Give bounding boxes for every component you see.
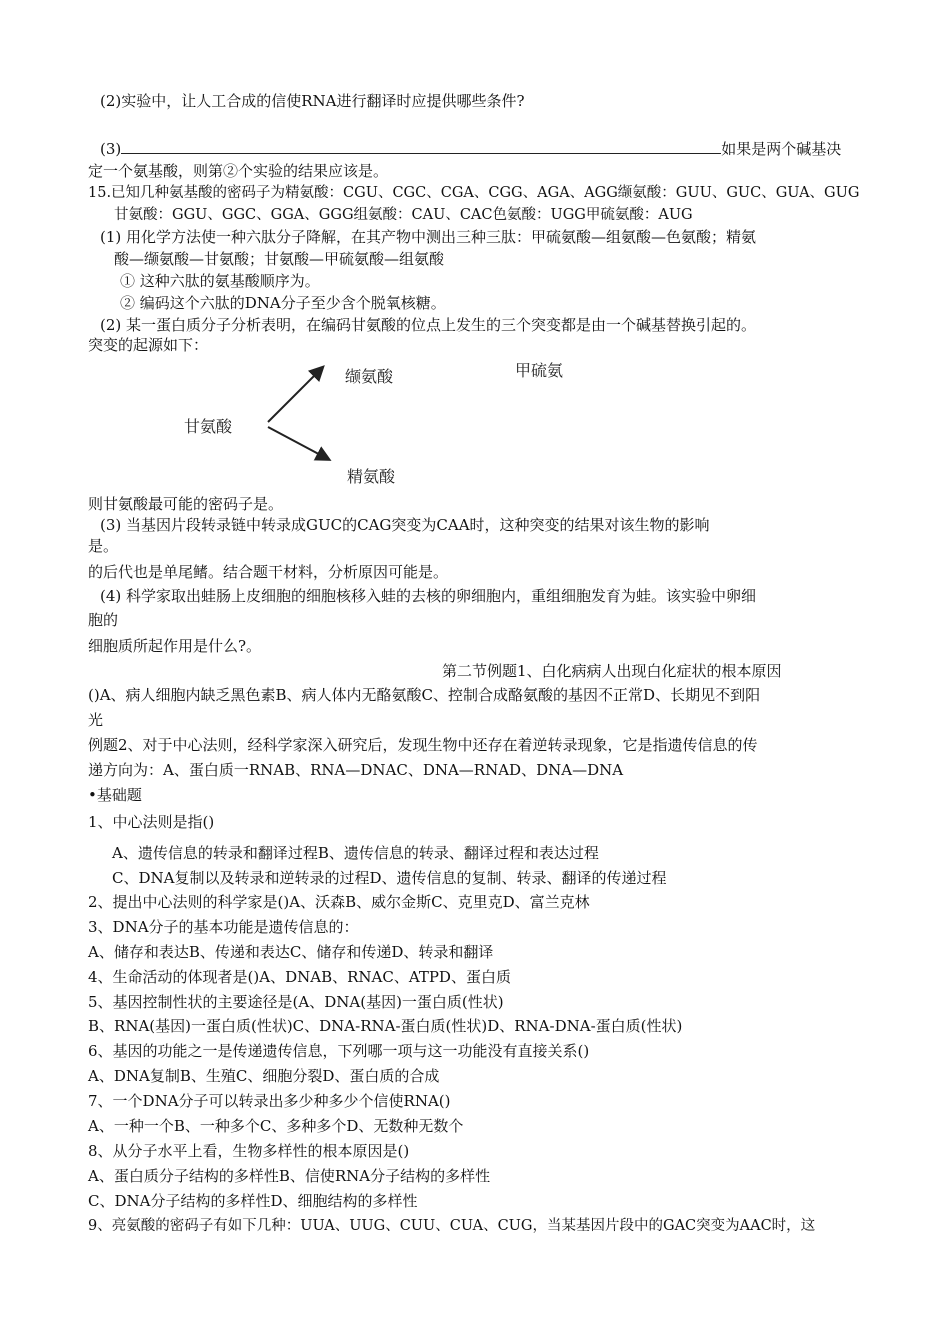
q6: 6、基因的功能之一是传递遗传信息，下列哪一项与这一功能没有直接关系() [88,1042,590,1060]
q3-options: A、储存和表达B、传递和表达C、储存和传递D、转录和翻译 [88,943,494,961]
q2: 2、提出中心法则的科学家是()A、沃森B、威尔金斯C、克里克D、富兰克林 [88,893,590,911]
q5: 5、基因控制性状的主要途径是(A、DNA(基因)一蛋白质(性状) [88,993,504,1011]
q8: 8、从分子水平上看，生物多样性的根本原因是() [88,1142,410,1160]
q15-stem: 15.已知几种氨基酸的密码子为精氨酸：CGU、CGC、CGA、CGG、AGA、AGG缬氨酸：GUU、GUC、GUA、GUG [88,185,860,201]
q4: 4、生命活动的体现者是()A、DNAB、RNAC、ATPD、蛋白质 [88,968,511,986]
answer-blank [121,139,721,154]
q15-part1-sub1: ① 这种六肽的氨基酸顺序为。 [120,272,320,290]
label-methionine-cut: 甲硫氨 [515,361,564,380]
q15-part2-answer: 则甘氨酸最可能的密码子是。 [88,495,284,513]
arrow-down [268,427,328,459]
q15-fragment: 的后代也是单尾鳍。结合题干材料，分析原因可能是。 [88,563,449,581]
q1-options-cd: C、DNA复制以及转录和逆转录的过程D、遗传信息的复制、转录、翻译的传递过程 [112,869,667,887]
example1-options: ()A、病人细胞内缺乏黑色素B、病人体内无酪氨酸C、控制合成酪氨酸的基因不正常D、长期见不到阳 [88,686,761,704]
section-basic: •基础题 [88,786,142,804]
q14-part3-label: (3) [100,140,122,158]
q14-part3 [100,139,841,159]
mutation-arrows [250,355,350,475]
q15-part3-cont: 是。 [88,537,119,555]
q3: 3、DNA分子的基本功能是遗传信息的： [88,918,359,936]
example1-heading: 第二节例题1、白化病病人出现白化症状的根本原因 [442,662,782,680]
q15-stem-cont: 甘氨酸：GGU、GGC、GGA、GGG组氨酸：CAU、CAC色氨酸：UGG甲硫氨酸：AUG [114,207,693,223]
example2-cont: 递方向为：A、蛋白质一RNAB、RNA—DNAC、DNA—RNAD、DNA—DNA [88,761,624,779]
q15-part1: (1) 用化学方法使一种六肽分子降解，在其产物中测出三种三肽：甲硫氨酸—组氨酸—色氨酸；精氨 [100,228,757,246]
q1-options-ab: A、遗传信息的转录和翻译过程B、遗传信息的转录、翻译过程和表达过程 [112,844,599,862]
q14-part3-cont: 定一个氨基酸，则第②个实验的结果应该是。 [88,162,389,180]
label-glycine: 甘氨酸 [184,417,233,436]
q15-part2: (2) 某一蛋白质分子分析表明，在编码甘氨酸的位点上发生的三个突变都是由一个碱基替换引起的。 [100,316,757,334]
arrow-up [268,368,322,422]
q8-options-ab: A、蛋白质分子结构的多样性B、信使RNA分子结构的多样性 [88,1167,491,1185]
q15-part4-cont: 胞的 [88,611,119,629]
q1: 1、中心法则是指() [88,813,215,831]
q15-part2-cont: 突变的起源如下： [88,336,209,354]
label-arginine: 精氨酸 [347,467,396,486]
q14-part2: (2)实验中，让人工合成的信使RNA进行翻译时应提供哪些条件? [100,92,525,110]
q7-options: A、一种一个B、一种多个C、多种多个D、无数种无数个 [88,1117,464,1135]
q8-options-cd: C、DNA分子结构的多样性D、细胞结构的多样性 [88,1192,418,1210]
q5-options: B、RNA(基因)一蛋白质(性状)C、DNA-RNA-蛋白质(性状)D、RNA-DNA-蛋白质(性状) [88,1017,683,1035]
q15-part3: (3) 当基因片段转录链中转录成GUC的CAG突变为CAA时，这种突变的结果对该生物的影响 [100,516,710,534]
q15-part4: (4) 科学家取出蛙肠上皮细胞的细胞核移入蛙的去核的卵细胞内，重组细胞发育为蛙。该实验中卵细 [100,587,757,605]
q15-part4-cont2: 细胞质所起作用是什么?。 [88,637,262,655]
q9: 9、亮氨酸的密码子有如下几种：UUA、UUG、CUU、CUA、CUG，当某基因片段中的GAC突变为AAC时，这 [88,1218,816,1234]
q14-part3-text: 如果是两个碱基决 [721,140,842,158]
q7: 7、一个DNA分子可以转录出多少种多少个信使RNA() [88,1092,451,1110]
example2: 例题2、对于中心法则，经科学家深入研究后，发现生物中还存在着逆转录现象，它是指遗传信息的传 [88,736,758,754]
example1-options-cont: 光 [88,711,104,729]
q15-part1-cont: 酸—缬氨酸—甘氨酸；甘氨酸—甲硫氨酸—组氨酸 [114,250,445,268]
q6-options: A、DNA复制B、生殖C、细胞分裂D、蛋白质的合成 [88,1067,440,1085]
q15-part1-sub2: ② 编码这个六肽的DNA分子至少含个脱氧核糖。 [120,294,446,312]
label-valine: 缬氨酸 [345,367,394,386]
